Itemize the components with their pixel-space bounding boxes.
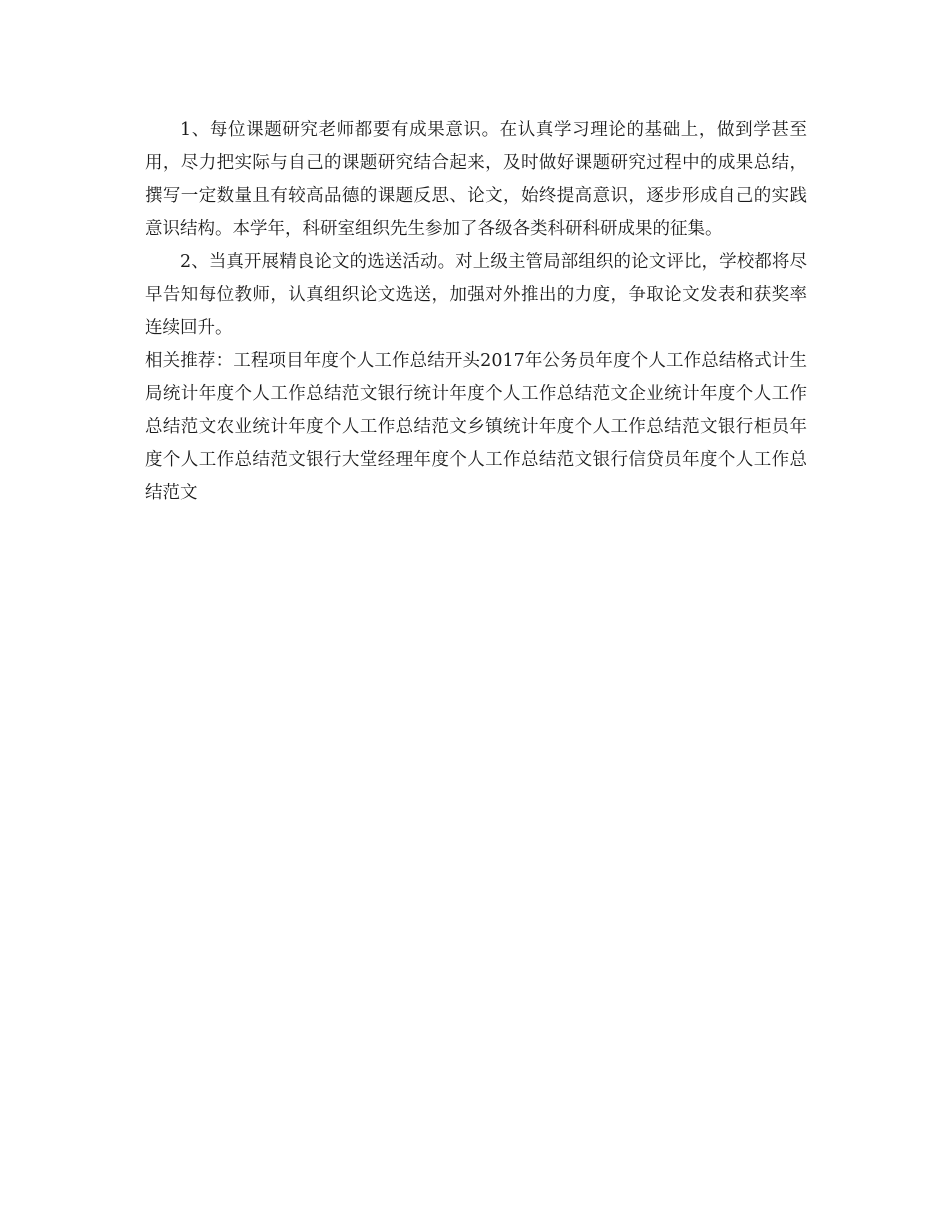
paragraph-2: 2、当真开展精良论文的选送活动。对上级主管局部组织的论文评比，学校都将尽早告知每位教师，认真组织论文选送，加强对外推出的力度，争取论文发表和获奖率连续回升。 <box>145 252 807 338</box>
document-body <box>145 114 807 510</box>
paragraph-1: 1、每位课题研究老师都要有成果意识。在认真学习理论的基础上，做到学甚至用，尽力把实际与自己的课题研究结合起来，及时做好课题研究过程中的成果总结，撰写一定数量且有较高品德的课题反思、论文，始终提高意识，逐步形成自己的实践意识结构。本学年，科研室组织先生参加了各级各类科研科研成果的征集。 <box>145 120 807 239</box>
related-recommendations: 相关推荐：工程项目年度个人工作总结开头2017年公务员年度个人工作总结格式计生局统计年度个人工作总结范文银行统计年度个人工作总结范文企业统计年度个人工作总结范文农业统计年度个人工作总结范文乡镇统计年度个人工作总结范文银行柜员年度个人工作总结范文银行大堂经理年度个人工作总结范文银行信贷员年度个人工作总结范文 <box>145 351 807 503</box>
